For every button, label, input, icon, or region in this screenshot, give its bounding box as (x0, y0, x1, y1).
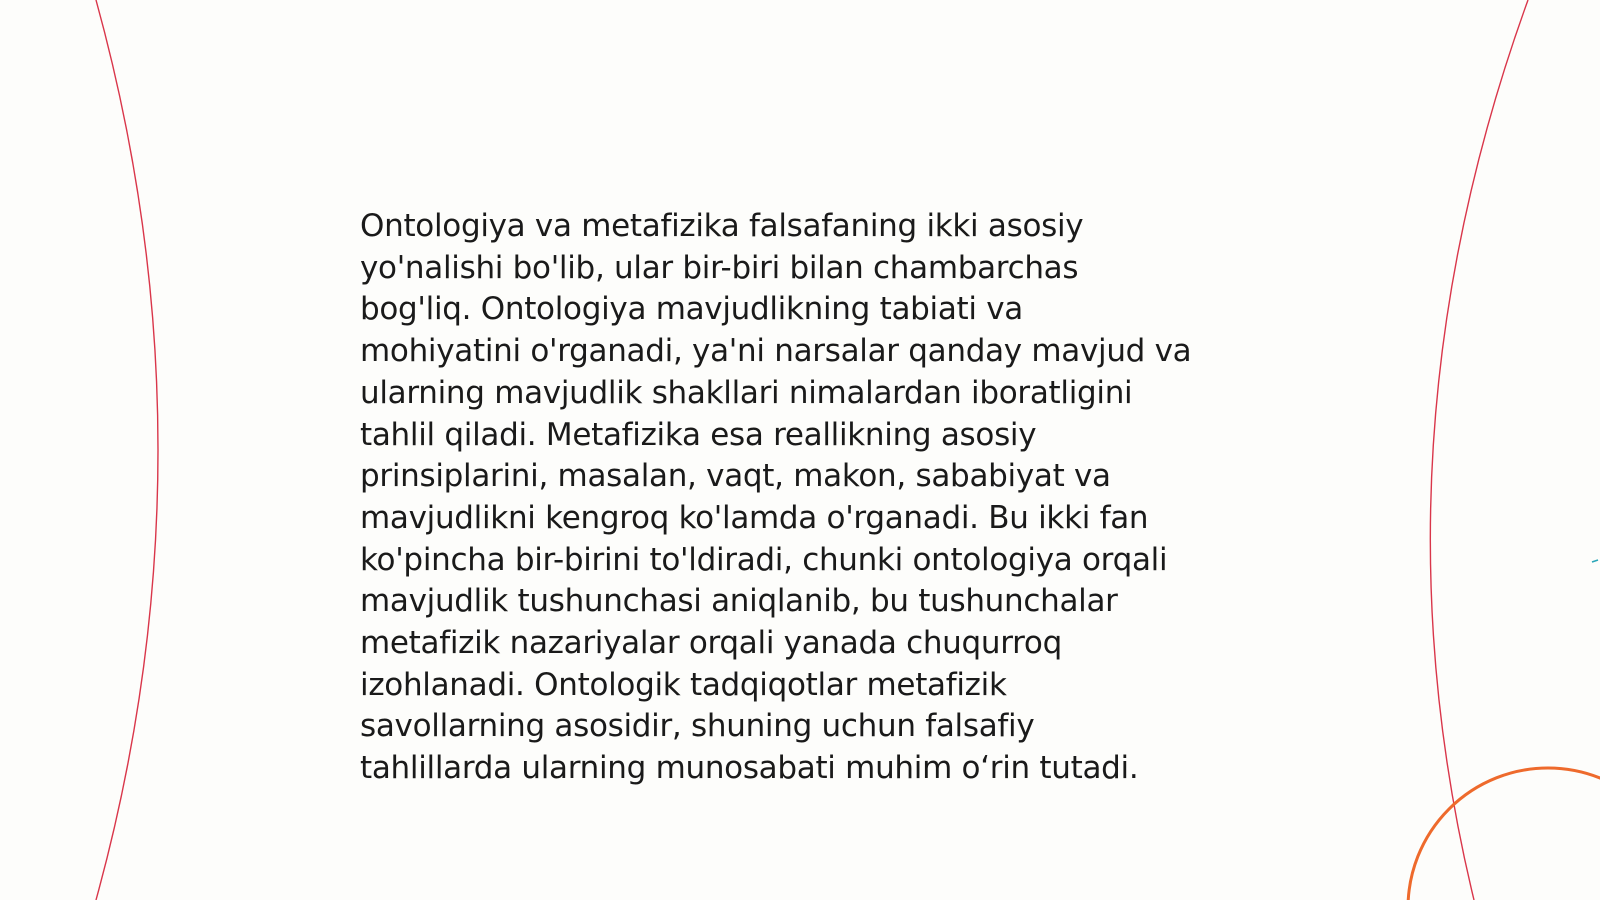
body-text-line: savollarning asosidir, shuning uchun falsafiy (360, 708, 1035, 745)
body-text-line: bog'liq. Ontologiya mavjudlikning tabiati va (360, 291, 1023, 328)
teal-accent-mark (1592, 560, 1598, 562)
body-text-line: mohiyatini o'rganadi, ya'ni narsalar qanday mavjud va (360, 333, 1192, 370)
body-text-line: tahlillarda ularning munosabati muhim o‘rin tutadi. (360, 750, 1139, 787)
body-text-line: metafizik nazariyalar orqali yanada chuqurroq (360, 625, 1062, 662)
slide-body-text (360, 206, 1260, 790)
body-text-line: mavjudlik tushunchasi aniqlanib, bu tushunchalar (360, 583, 1118, 620)
body-text-line: Ontologiya va metafizika falsafaning ikki asosiy (360, 208, 1084, 244)
body-text-line: yo'nalishi bo'lib, ular bir-biri bilan chambarchas (360, 249, 1079, 286)
body-text-line: mavjudlikni kengroq ko'lamda o'rganadi. Bu ikki fan (360, 499, 1149, 536)
body-text-line: izohlanadi. Ontologik tadqiqotlar metafizik (360, 666, 1007, 703)
right-decorative-curve (1430, 0, 1528, 900)
body-text-line: tahlil qiladi. Metafizika esa reallikning asosiy (360, 416, 1037, 453)
body-text-line: ularning mavjudlik shakllari nimalardan iboratligini (360, 374, 1133, 411)
left-decorative-curve (96, 0, 158, 900)
body-text-line: prinsiplarini, masalan, vaqt, makon, sababiyat va (360, 458, 1111, 495)
body-text-line: ko'pincha bir-birini to'ldiradi, chunki ontologiya orqali (360, 541, 1168, 578)
orange-accent-arc (1408, 768, 1600, 900)
